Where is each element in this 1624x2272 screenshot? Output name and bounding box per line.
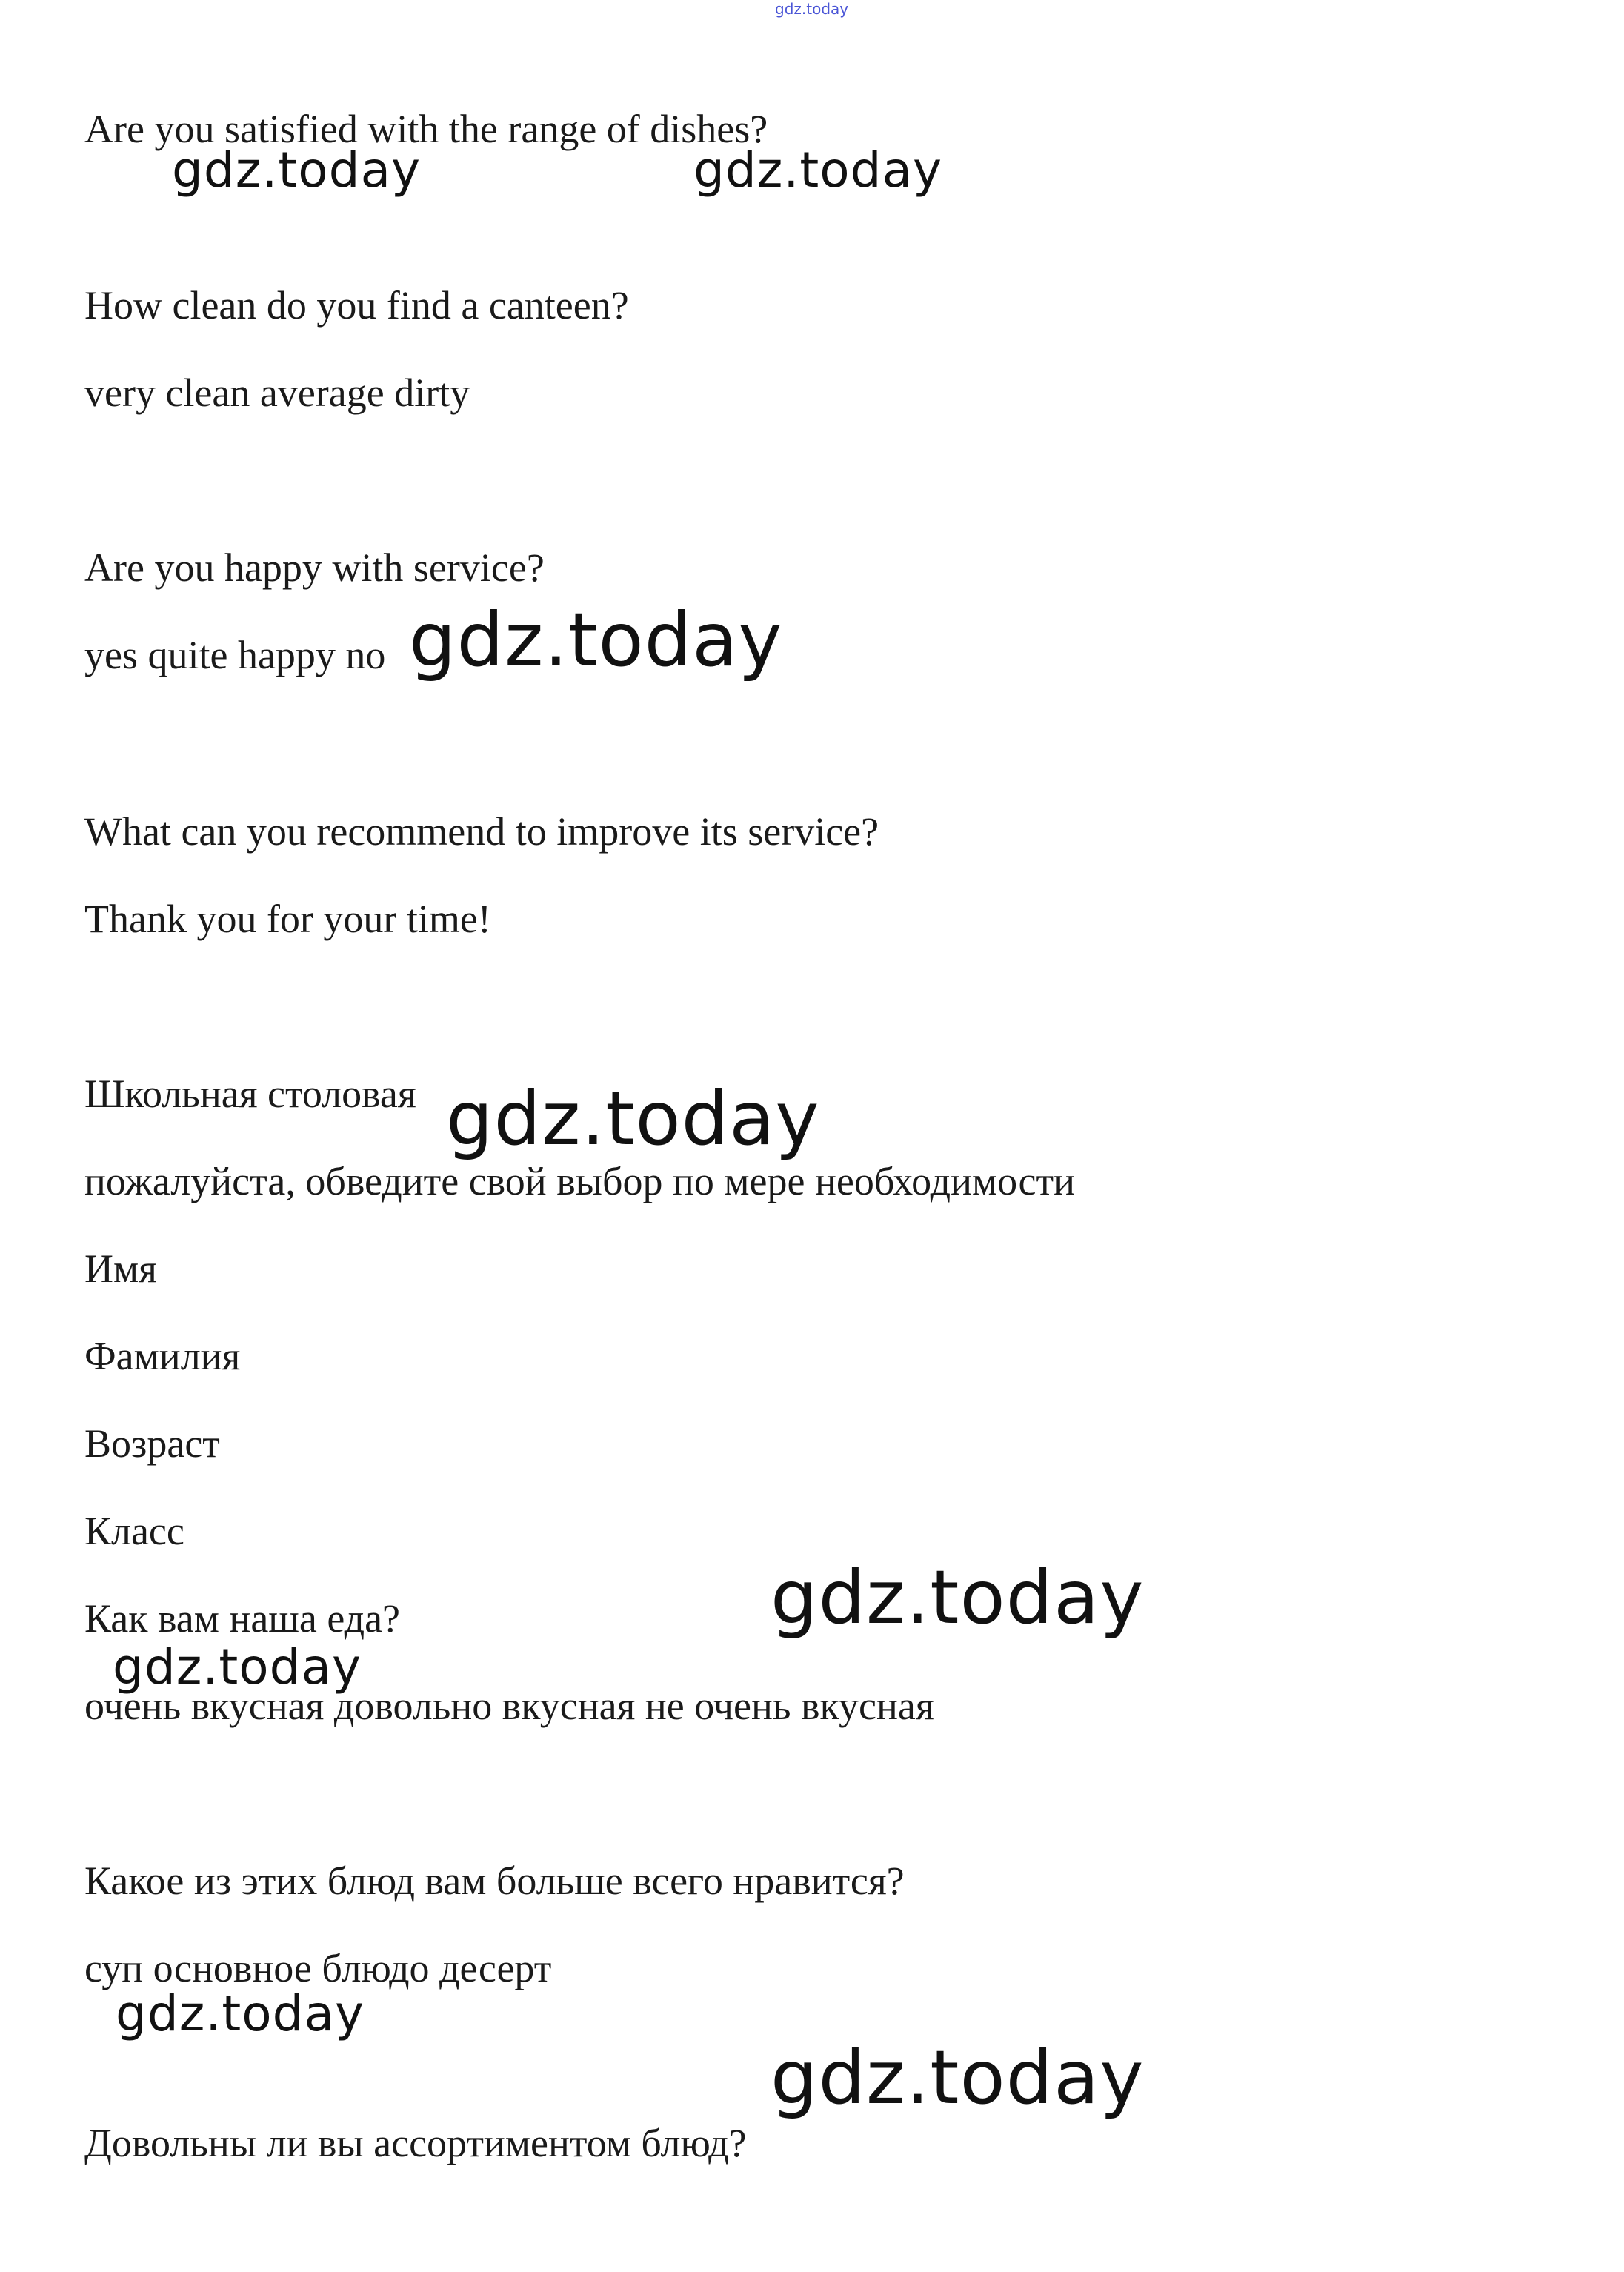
russian-question-range: Довольны ли вы ассортиментом блюд? — [84, 2121, 747, 2165]
russian-field-name: Имя — [84, 1246, 158, 1291]
thank-you-note: Thank you for your time! — [84, 897, 491, 941]
watermark-2: gdz.today — [693, 142, 943, 199]
question-cleanliness: How clean do you find a canteen? — [84, 283, 629, 328]
russian-field-class: Класс — [84, 1509, 184, 1553]
watermark-5: gdz.today — [771, 1554, 1145, 1641]
watermark-7: gdz.today — [116, 1985, 365, 2042]
answer-options-cleanliness: very clean average dirty — [84, 371, 470, 415]
answer-options-service: yes quite happy no — [84, 633, 386, 677]
watermark-1: gdz.today — [172, 142, 422, 199]
russian-question-food: Как вам наша еда? — [84, 1596, 401, 1641]
question-service: Are you happy with service? — [84, 545, 545, 590]
russian-title: Школьная столовая — [84, 1072, 416, 1116]
russian-instruction: пожалуйста, обведите свой выбор по мере необходимости — [84, 1159, 1075, 1203]
russian-question-favorite: Какое из этих блюд вам больше всего нравится? — [84, 1859, 905, 1903]
watermark-8: gdz.today — [771, 2034, 1145, 2121]
russian-answer-favorite: суп основное блюдо десерт — [84, 1946, 552, 1990]
question-recommendation: What can you recommend to improve its service? — [84, 809, 879, 854]
watermark-6: gdz.today — [113, 1638, 362, 1695]
russian-answer-food: очень вкусная довольно вкусная не очень вкусная — [84, 1684, 934, 1728]
header-watermark: gdz.today — [775, 0, 849, 18]
watermark-4: gdz.today — [446, 1075, 820, 1162]
russian-field-surname: Фамилия — [84, 1334, 241, 1378]
russian-field-age: Возраст — [84, 1421, 220, 1466]
watermark-3: gdz.today — [409, 597, 783, 683]
question-range-of-dishes: Are you satisfied with the range of dishes? — [84, 107, 768, 151]
